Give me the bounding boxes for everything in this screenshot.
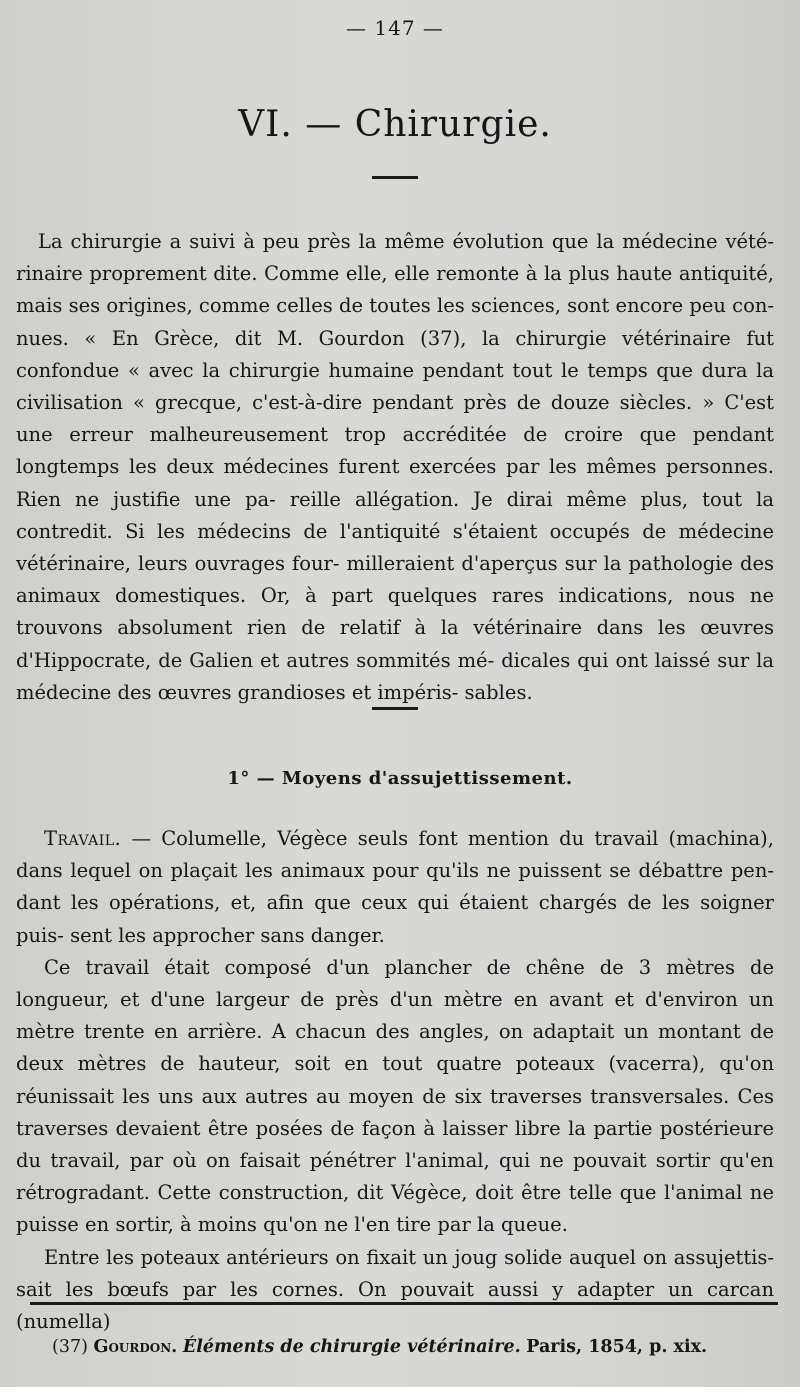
chapter-title: VI. — Chirurgie. <box>238 104 552 145</box>
lead-word: Travail. <box>44 827 122 850</box>
section-divider <box>372 707 418 710</box>
section-heading: 1° — Moyens d'assujettissement. <box>227 768 573 789</box>
travail-paragraph-3: Entre les poteaux antérieurs on fixait un joug solide auquel on assujettis- sait les bœufs par les cornes. On pouvait aussi y adapter un carcan (numella) <box>16 1245 774 1334</box>
footnote-number: (37) <box>52 1337 88 1357</box>
footnote <box>52 1337 772 1357</box>
travail-section <box>16 823 774 1338</box>
footnote-details: Paris, 1854, p. xix. <box>526 1337 708 1357</box>
intro-paragraph <box>16 226 774 709</box>
footnote-book-title: Éléments de chirurgie vétérinaire. <box>182 1337 521 1357</box>
title-divider <box>372 176 418 179</box>
travail-paragraph-1: Travail. — Columelle, Végèce seuls font mention du travail (machina), dans lequel on plaçait les animaux pour qu'ils ne puissent se débattre pen- dant les opérations, et, afin que ceux qui étaient chargés de les soigner puis- sent les approcher sans danger. <box>16 827 774 947</box>
intro-text: La chirurgie a suivi à peu près la même évolution que la médecine vété- rinaire proprement dite. Comme elle, elle remonte à la plus haute antiquité, mais ses origines, comme celles de toutes les sciences, sont encore peu con- nues. « En Grèce, dit M. Gourdon (37), la chirurgie vétérinaire fut confondue « avec la chirurgie humaine pendant tout le temps que dura la civilisation « grecque, c'est-à-dire pendant près de douze siècles. » C'est une erreur malheureusement trop accréditée de croire que pendant longtemps les deux médecines furent exercées par les mêmes personnes. Rien ne justifie une pa- reille allégation. Je dirai même plus, tout la contredit. Si les médecins de l'antiquité s'étaient occupés de médecine vétérinaire, leurs ouvrages four- milleraient d'aperçus sur la pathologie des animaux domestiques. Or, à part quelques rares indications, nous ne trouvons absolument rien de relatif à la vétérinaire dans les œuvres d'Hippocrate, de Galien et autres sommités mé- dicales qui ont laissé sur la médecine des œuvres grandioses et impéris- sables. <box>16 230 775 704</box>
page-number: — 147 — <box>346 16 444 40</box>
footnote-author: Gourdon. <box>93 1337 178 1357</box>
travail-paragraph-2: Ce travail était composé d'un plancher de chêne de 3 mètres de longueur, et d'une largeur de près d'un mètre en avant et d'environ un mètre trente en arrière. A chacun des angles, on adaptait un montant de deux mètres de hauteur, soit en tout quatre poteaux (vacerra), qu'on réunissait les uns aux autres au moyen de six traverses transversales. Ces traverses devaient être posées de façon à laisser libre la partie postérieure du travail, par où on faisait pénétrer l'animal, qui ne pouvait sortir qu'en rétrogradant. Cette construction, dit Végèce, doit être telle que l'animal ne puisse en sortir, à moins qu'on ne l'en tire par la queue. <box>16 955 775 1237</box>
footnote-divider <box>30 1302 778 1305</box>
